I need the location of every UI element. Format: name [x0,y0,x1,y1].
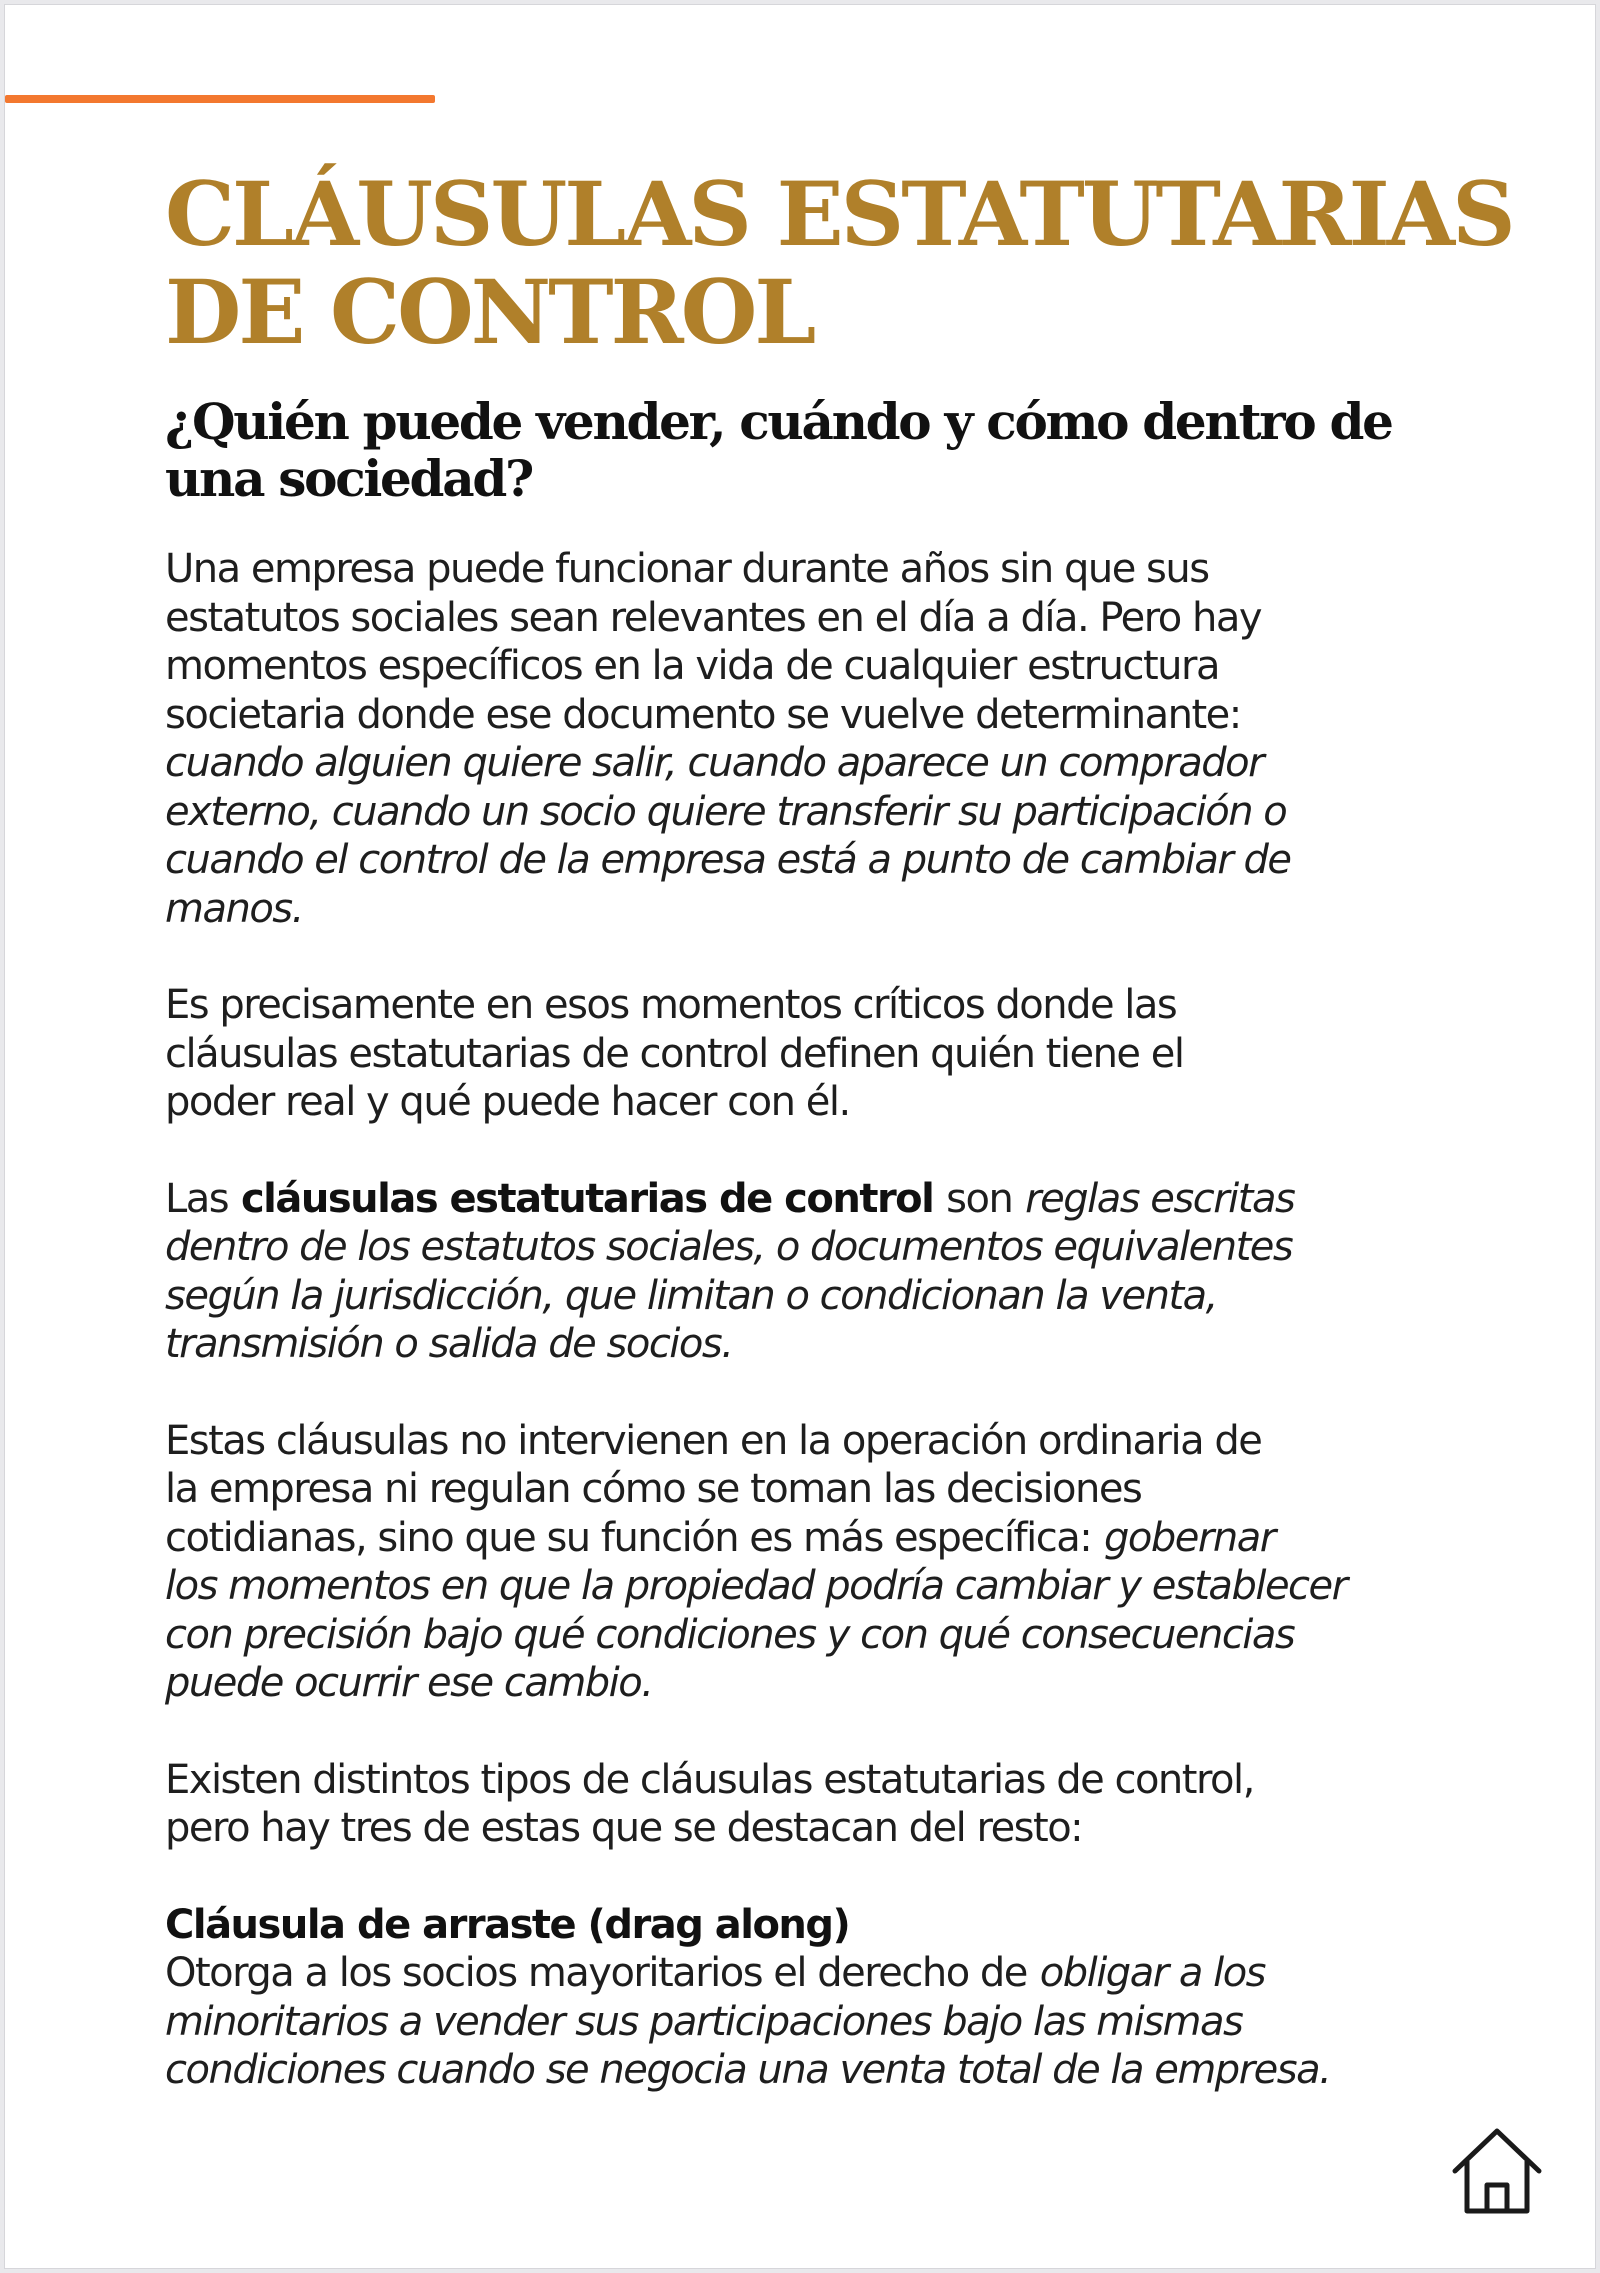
text-line [165,1611,1465,1660]
body-text [165,545,1465,2095]
paragraph-gap [165,933,1465,981]
italic-text: puede ocurrir ese cambio. [165,1660,653,1706]
home-icon [1449,2125,1545,2217]
italic-text: dentro de los estatutos sociales, o documentos equivalentes [165,1224,1293,1270]
subtitle-line-1: ¿Quién puede vender, cuándo y cómo dentro de [165,392,1392,451]
text-line [165,1272,1465,1321]
text-line: cláusulas estatutarias de control definen quién tiene el [165,1030,1184,1077]
italic-text: transmisión o salida de socios. [165,1321,733,1367]
document-page [4,4,1596,2269]
paragraph-gap [165,1369,1465,1417]
italic-text: los momentos en que la propiedad podría cambiar y establecer [165,1563,1347,1609]
home-button[interactable] [1449,2125,1545,2217]
italic-text: obligar a los [1039,1950,1266,1996]
italic-text: minoritarios a vender sus participaciones bajo las mismas [165,1998,1243,2045]
text-line [165,1562,1465,1611]
italic-text: según la jurisdicción, que limitan o condicionan la venta, [165,1272,1217,1319]
title-line-1: CLÁUSULAS ESTATUTARIAS [165,162,1513,266]
text-line: poder real y qué puede hacer con él. [165,1079,850,1125]
text-line: pero hay tres de estas que se destacan del resto: [165,1805,1083,1851]
italic-text: reglas escritas [1025,1175,1295,1222]
text-line: Una empresa puede funcionar durante años sin que sus [165,546,1209,592]
plain-text: cotidianas, sino que su función es más específica: [165,1514,1092,1561]
paragraph-critical-moments [165,981,1465,1127]
subtitle-line-2: una sociedad? [165,449,532,508]
bold-term: cláusulas estatutarias de control [240,1175,934,1222]
text-line [165,885,1465,934]
text-line [165,1175,1465,1224]
italic-text: manos. [165,885,303,932]
text-line [165,788,1465,837]
text-line [165,1514,1465,1563]
paragraph-definition [165,1175,1465,1369]
plain-text: Otorga a los socios mayoritarios el derecho de [165,1950,1027,1996]
italic-text: externo, cuando un socio quiere transferir su participación o [165,788,1287,835]
italic-text: gobernar [1104,1514,1275,1561]
text-line [165,1659,1465,1708]
italic-text: con precisión bajo qué condiciones y con qué consecuencias [165,1611,1295,1658]
page-title [165,162,1513,364]
text-line [165,2046,1465,2095]
text-line [165,836,1465,885]
italic-text: cuando alguien quiere salir, cuando aparece un comprador [165,740,1264,786]
paragraph-gap [165,1127,1465,1175]
paragraph-types [165,1756,1465,1853]
text-line: Existen distintos tipos de cláusulas estatutarias de control, [165,1756,1254,1803]
text-line: Estas cláusulas no intervienen en la operación ordinaria de [165,1417,1262,1464]
page-subtitle [165,393,1465,507]
plain-text: son [946,1175,1013,1222]
section-heading: Cláusula de arraste (drag along) [165,1901,850,1948]
text-line: momentos específicos en la vida de cualquier estructura [165,643,1219,689]
text-line: societaria donde ese documento se vuelve determinante: [165,691,1241,738]
plain-text: Las [165,1175,229,1222]
text-line: la empresa ni regulan cómo se toman las decisiones [165,1466,1142,1512]
paragraph-gap [165,1708,1465,1756]
text-line [165,1223,1465,1272]
page-content [165,162,1513,2095]
text-line [165,739,1465,788]
italic-text: cuando el control de la empresa está a punto de cambiar de [165,837,1291,883]
text-line [165,1949,1465,1998]
text-line: estatutos sociales sean relevantes en el día a día. Pero hay [165,594,1262,641]
title-line-2: DE CONTROL [165,260,814,364]
text-line: Es precisamente en esos momentos críticos donde las [165,982,1177,1028]
accent-rule [5,95,435,103]
italic-text: condiciones cuando se negocia una venta total de la empresa. [165,2047,1331,2093]
section-drag-along [165,1901,1465,2095]
text-line [165,1998,1465,2047]
paragraph-intro [165,545,1465,933]
paragraph-function [165,1417,1465,1708]
paragraph-gap [165,1853,1465,1901]
text-line [165,1320,1465,1369]
